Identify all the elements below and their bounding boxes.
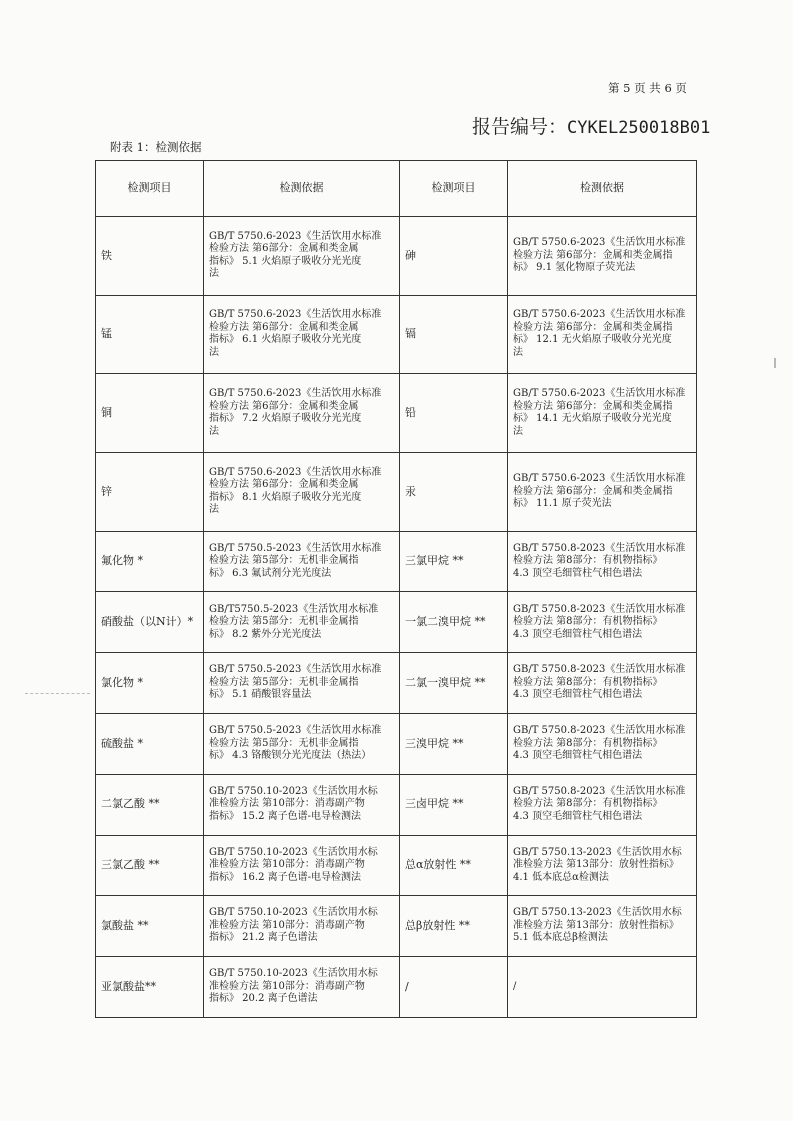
table-row — [96, 295, 697, 374]
detection-basis-table — [95, 160, 697, 1018]
cell-basis-right: GB/T 5750.8-2023《生活饮用水标准 检验方法 第8部分：有机物指标》 4.3 顶空毛细管柱气相色谱法 — [508, 531, 697, 592]
margin-mark — [774, 358, 776, 368]
table-row — [96, 653, 697, 714]
cell-basis-left: GB/T 5750.10-2023《生活饮用水标 准检验方法 第10部分：消毒副产物 指标》 21.2 离子色谱法 — [204, 896, 400, 957]
cell-basis-left: GB/T 5750.5-2023《生活饮用水标准 检验方法 第5部分：无机非金属指 标》 6.3 氟试剂分光光度法 — [204, 531, 400, 592]
cell-item-left: 三氯乙酸 ** — [96, 835, 204, 896]
cell-basis-left: GB/T 5750.10-2023《生活饮用水标 准检验方法 第10部分：消毒副产物 指标》 20.2 离子色谱法 — [204, 957, 400, 1018]
cell-basis-left: GB/T 5750.5-2023《生活饮用水标准 检验方法 第5部分：无机非金属指 标》 4.3 铬酸钡分光光度法（热法） — [204, 713, 400, 774]
cell-basis-left: GB/T 5750.10-2023《生活饮用水标 准检验方法 第10部分：消毒副产物 指标》 16.2 离子色谱-电导检测法 — [204, 835, 400, 896]
cell-item-right: 三溴甲烷 ** — [400, 713, 508, 774]
cell-item-right: 三卤甲烷 ** — [400, 774, 508, 835]
cell-basis-left: GB/T 5750.6-2023《生活饮用水标准 检验方法 第6部分：金属和类金属 指标》 7.2 火焰原子吸收分光光度 法 — [204, 374, 400, 453]
table-row — [96, 835, 697, 896]
scan-artifact-line — [25, 693, 90, 694]
cell-item-left: 锰 — [96, 295, 204, 374]
cell-item-right: 铅 — [400, 374, 508, 453]
cell-item-right: 总α放射性 ** — [400, 835, 508, 896]
cell-basis-left: GB/T 5750.6-2023《生活饮用水标准 检验方法 第6部分：金属和类金属 指标》 8.1 火焰原子吸收分光光度 法 — [204, 452, 400, 531]
table-row — [96, 896, 697, 957]
header-basis-left: 检测依据 — [204, 161, 400, 217]
cell-item-right: 镉 — [400, 295, 508, 374]
cell-item-left: 氯化物 * — [96, 653, 204, 714]
report-number-label: 报告编号： — [472, 116, 568, 138]
table-row — [96, 374, 697, 453]
table-body — [96, 217, 697, 1018]
cell-item-left: 二氯乙酸 ** — [96, 774, 204, 835]
cell-basis-left: GB/T 5750.6-2023《生活饮用水标准 检验方法 第6部分：金属和类金属 指标》 5.1 火焰原子吸收分光光度 法 — [204, 217, 400, 296]
header-basis-right: 检测依据 — [508, 161, 697, 217]
cell-basis-right: GB/T 5750.8-2023《生活饮用水标准 检验方法 第8部分：有机物指标》 4.3 顶空毛细管柱气相色谱法 — [508, 713, 697, 774]
cell-item-left: 硝酸盐（以N计）* — [96, 592, 204, 653]
appendix-title: 附表 1：检测依据 — [110, 140, 202, 154]
cell-basis-left: GB/T 5750.10-2023《生活饮用水标 准检验方法 第10部分：消毒副产物 指标》 15.2 离子色谱-电导检测法 — [204, 774, 400, 835]
cell-basis-left: GB/T5750.5-2023《生活饮用水标准 检验方法 第5部分：无机非金属指 标》 8.2 紫外分光光度法 — [204, 592, 400, 653]
cell-item-right: / — [400, 957, 508, 1018]
cell-item-left: 氟化物 * — [96, 531, 204, 592]
cell-item-left: 铜 — [96, 374, 204, 453]
cell-basis-right: GB/T 5750.8-2023《生活饮用水标准 检验方法 第8部分：有机物指标》 4.3 顶空毛细管柱气相色谱法 — [508, 592, 697, 653]
cell-item-right: 一氯二溴甲烷 ** — [400, 592, 508, 653]
cell-basis-left: GB/T 5750.5-2023《生活饮用水标准 检验方法 第5部分：无机非金属指 标》 5.1 硝酸银容量法 — [204, 653, 400, 714]
report-number — [472, 112, 710, 139]
table-row — [96, 531, 697, 592]
cell-item-right: 总β放射性 ** — [400, 896, 508, 957]
table-row — [96, 774, 697, 835]
cell-basis-right: GB/T 5750.6-2023《生活饮用水标准 检验方法 第6部分：金属和类金属指 标》 14.1 无火焰原子吸收分光光度 法 — [508, 374, 697, 453]
table-header-row — [96, 161, 697, 217]
page-number: 第 5 页 共 6 页 — [608, 81, 687, 95]
table-row — [96, 713, 697, 774]
table-row — [96, 957, 697, 1018]
cell-item-right: 汞 — [400, 452, 508, 531]
cell-item-left: 硫酸盐 * — [96, 713, 204, 774]
cell-item-left: 亚氯酸盐** — [96, 957, 204, 1018]
header-item-right: 检测项目 — [400, 161, 508, 217]
cell-basis-right: GB/T 5750.8-2023《生活饮用水标准 检验方法 第8部分：有机物指标》 4.3 顶空毛细管柱气相色谱法 — [508, 653, 697, 714]
cell-basis-right: GB/T 5750.6-2023《生活饮用水标准 检验方法 第6部分：金属和类金属指 标》 12.1 无火焰原子吸收分光光度 法 — [508, 295, 697, 374]
cell-item-left: 氯酸盐 ** — [96, 896, 204, 957]
cell-basis-right: GB/T 5750.6-2023《生活饮用水标准 检验方法 第6部分：金属和类金属指 标》 9.1 氢化物原子荧光法 — [508, 217, 697, 296]
cell-basis-left: GB/T 5750.6-2023《生活饮用水标准 检验方法 第6部分：金属和类金属 指标》 6.1 火焰原子吸收分光光度 法 — [204, 295, 400, 374]
cell-item-left: 锌 — [96, 452, 204, 531]
cell-item-right: 三氯甲烷 ** — [400, 531, 508, 592]
table-row — [96, 452, 697, 531]
cell-basis-right: GB/T 5750.6-2023《生活饮用水标准 检验方法 第6部分：金属和类金属指 标》 11.1 原子荧光法 — [508, 452, 697, 531]
cell-basis-right: GB/T 5750.13-2023《生活饮用水标 准检验方法 第13部分：放射性指标》 4.1 低本底总α检测法 — [508, 835, 697, 896]
cell-basis-right: GB/T 5750.13-2023《生活饮用水标 准检验方法 第13部分：放射性指标》 5.1 低本底总β检测法 — [508, 896, 697, 957]
cell-item-left: 铁 — [96, 217, 204, 296]
table-row — [96, 217, 697, 296]
cell-item-right: 砷 — [400, 217, 508, 296]
report-number-code: CYKEL250018B01 — [567, 118, 711, 138]
header-item-left: 检测项目 — [96, 161, 204, 217]
cell-item-right: 二氯一溴甲烷 ** — [400, 653, 508, 714]
table-row — [96, 592, 697, 653]
cell-basis-right: / — [508, 957, 697, 1018]
cell-basis-right: GB/T 5750.8-2023《生活饮用水标准 检验方法 第8部分：有机物指标》 4.3 顶空毛细管柱气相色谱法 — [508, 774, 697, 835]
